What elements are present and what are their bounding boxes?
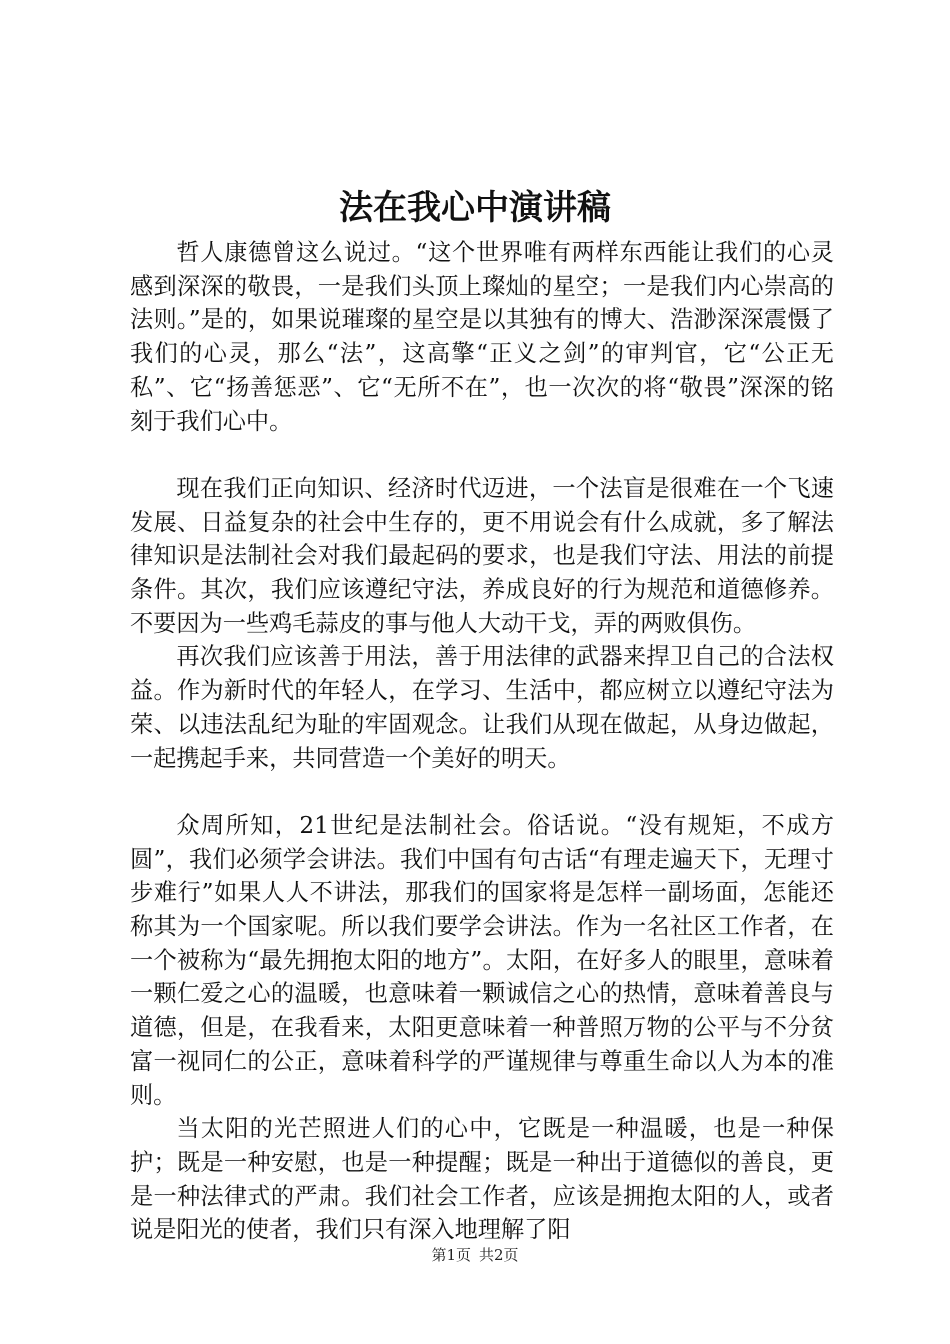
- paragraph: 哲人康德曾这么说过。“这个世界唯有两样东西能让我们的心灵感到深深的敬畏，一是我们头顶上璨灿的星空；一是我们内心崇高的法则。”是的，如果说璀璨的星空是以其独有的博大、浩渺深深震慑了我们的心灵，那么“法”，这高擎“正义之剑”的审判官，它“公正无私”、它“扬善惩恶”、它“无所不在”，也一次次的将“敬畏”深深的铭刻于我们心中。: [130, 239, 834, 435]
- paragraph-spacer: [130, 775, 834, 809]
- document-title: 法在我心中演讲稿: [339, 188, 611, 228]
- paragraph: 现在我们正向知识、经济时代迈进，一个法盲是很难在一个飞速发展、日益复杂的社会中生存的，更不用说会有什么成就，多了解法律知识是法制社会对我们最起码的要求，也是我们守法、用法的前提条件。其次，我们应该遵纪守法，养成良好的行为规范和道德修养。不要因为一些鸡毛蒜皮的事与他人大动干戈，弄的两败俱伤。: [130, 474, 834, 637]
- page-number-current: 第1页: [431, 1246, 471, 1264]
- paragraph: 众周所知，21世纪是法制社会。俗话说。“没有规矩，不成方圆”，我们必须学会讲法。我们中国有句古话“有理走遍天下，无理寸步难行”如果人人不讲法，那我们的国家将是怎样一副场面，怎能还称其为一个国家呢。所以我们要学会讲法。作为一名社区工作者，在一个被称为“最先拥抱太阳的地方”。太阳，在好多人的眼里，意味着一颗仁爱之心的温暖，也意味着一颗诚信之心的热情，意味着善良与道德，但是，在我看来，太阳更意味着一种普照万物的公平与不分贫富一视同仁的公正，意味着科学的严谨规律与尊重生命以人为本的准则。: [130, 811, 834, 1109]
- paragraph-spacer: [130, 438, 834, 472]
- paragraph: 再次我们应该善于用法，善于用法律的武器来捍卫自己的合法权益。作为新时代的年轻人，在学习、生活中，都应树立以遵纪守法为荣、以违法乱纪为耻的牢固观念。让我们从现在做起，从身边做起，一起携起手来，共同营造一个美好的明天。: [130, 643, 834, 772]
- page-footer: [0, 1244, 950, 1266]
- page-number-total: 共2页: [479, 1246, 519, 1264]
- document-body: [130, 236, 834, 1247]
- paragraph: 当太阳的光芒照进人们的心中，它既是一种温暖，也是一种保护；既是一种安慰，也是一种提醒；既是一种出于道德似的善良，更是一种法律式的严肃。我们社会工作者，应该是拥抱太阳的人，或者说是阳光的使者，我们只有深入地理解了阳: [130, 1115, 834, 1244]
